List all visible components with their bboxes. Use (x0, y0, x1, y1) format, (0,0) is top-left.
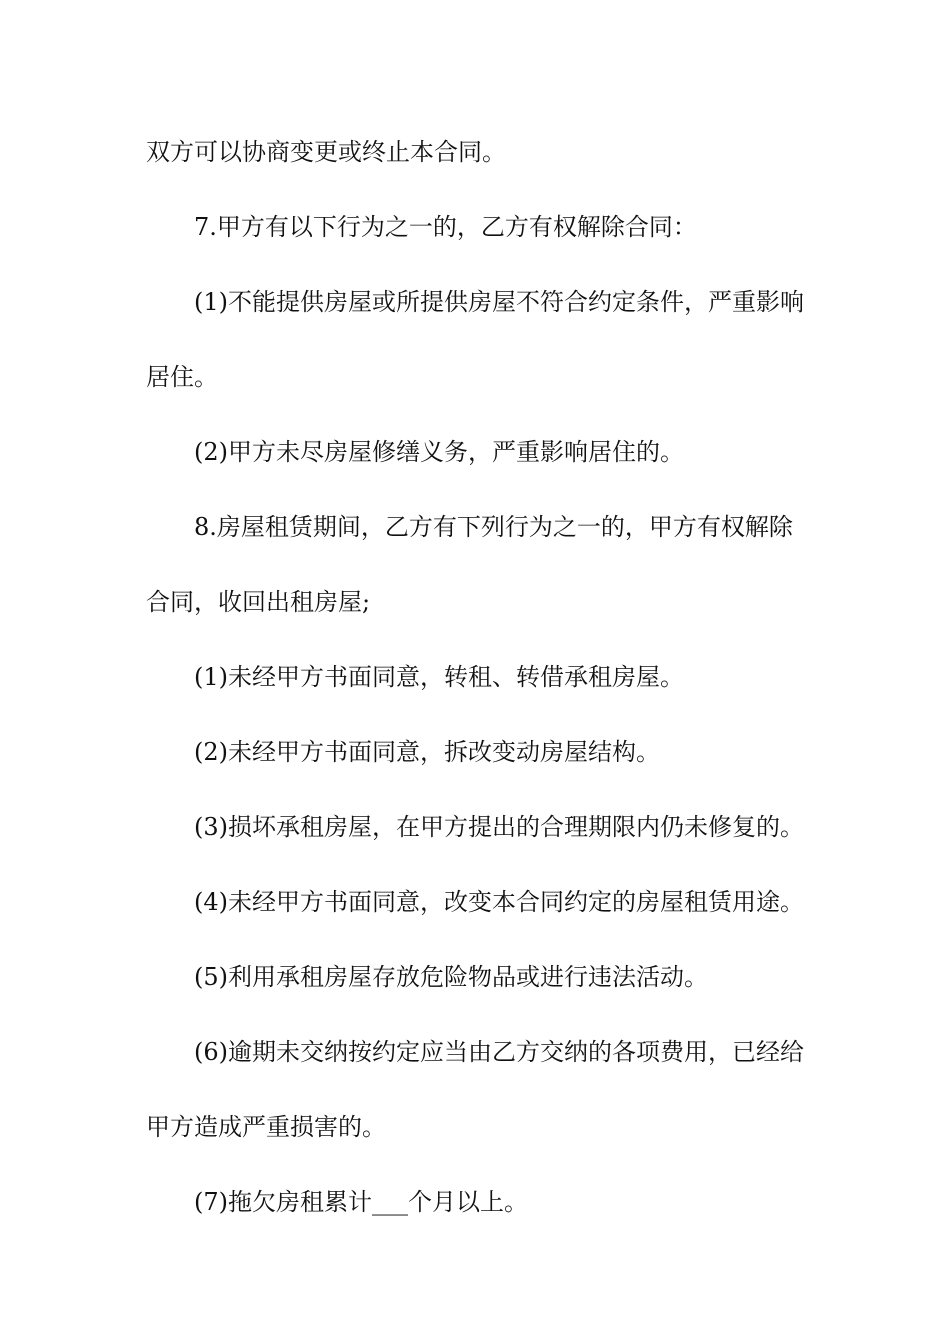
clause-8-item-4: (4)未经甲方书面同意，改变本合同约定的房屋租赁用途。 (194, 888, 804, 916)
clause-8-item-7: (7)拖欠房租累计___个月以上。 (194, 1188, 528, 1216)
clause-7-item-1-continued: 居住。 (146, 363, 218, 391)
clause-8-item-6-continued: 甲方造成严重损害的。 (146, 1113, 386, 1141)
clause-7-item-2: (2)甲方未尽房屋修缮义务，严重影响居住的。 (194, 438, 684, 466)
clause-8-item-6: (6)逾期未交纳按约定应当由乙方交纳的各项费用，已经给 (194, 1038, 804, 1066)
paragraph-line: 双方可以协商变更或终止本合同。 (146, 138, 506, 166)
clause-8-item-2: (2)未经甲方书面同意，拆改变动房屋结构。 (194, 738, 660, 766)
clause-7-item-1: (1)不能提供房屋或所提供房屋不符合约定条件，严重影响 (194, 288, 804, 316)
clause-8-item-5: (5)利用承租房屋存放危险物品或进行违法活动。 (194, 963, 708, 991)
clause-8-item-3: (3)损坏承租房屋，在甲方提出的合理期限内仍未修复的。 (194, 813, 804, 841)
clause-8-heading: 8.房屋租赁期间，乙方有下列行为之一的，甲方有权解除 (194, 513, 793, 541)
clause-8-heading-continued: 合同，收回出租房屋; (146, 588, 371, 616)
document-body (146, 128, 811, 1253)
clause-8-item-1: (1)未经甲方书面同意，转租、转借承租房屋。 (194, 663, 684, 691)
clause-7-heading: 7.甲方有以下行为之一的，乙方有权解除合同： (194, 213, 697, 241)
